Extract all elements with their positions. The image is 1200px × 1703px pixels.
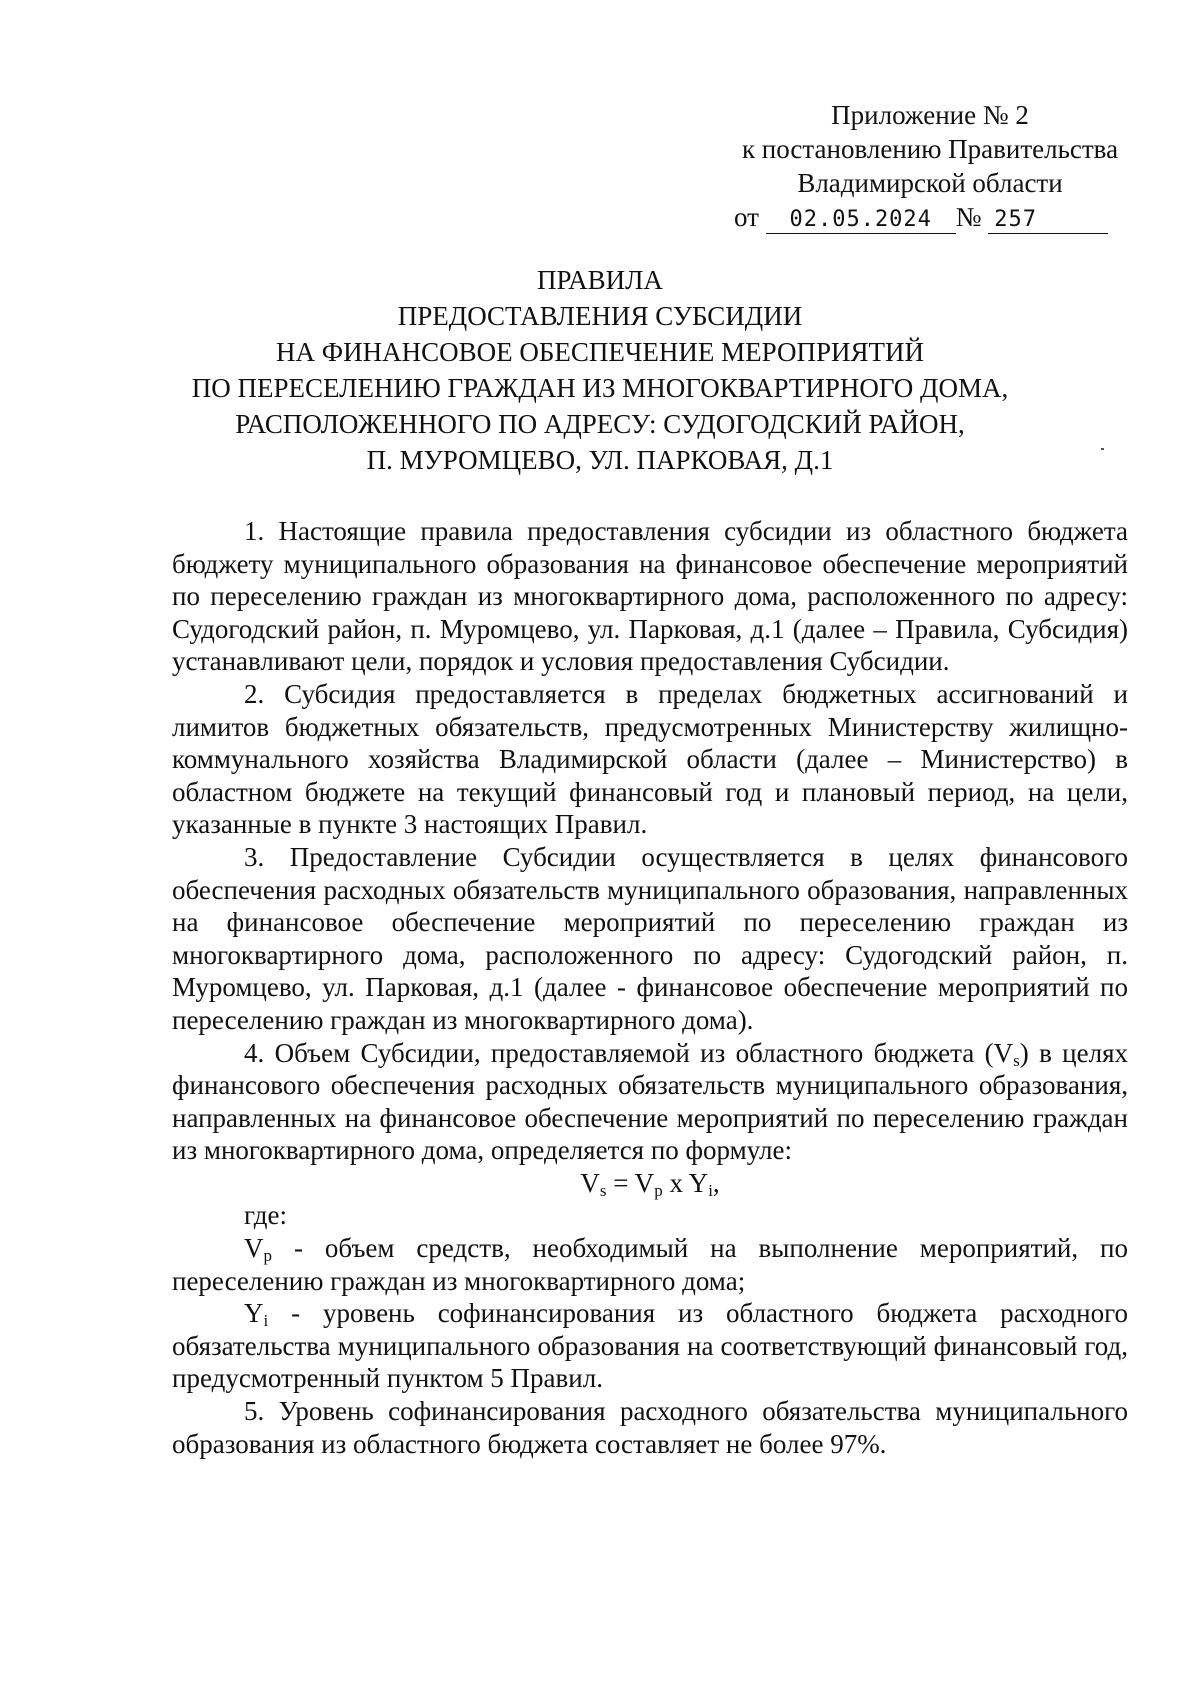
- title-line-5: РАСПОЛОЖЕННОГО ПО АДРЕСУ: СУДОГОДСКИЙ РАЙОН,: [235, 409, 965, 439]
- paragraph-4-start: 4. Объем Субсидии, предоставляемой из областного бюджета (V: [244, 1037, 1014, 1068]
- document-body: [172, 515, 1128, 1460]
- title-line-4: ПО ПЕРЕСЕЛЕНИЮ ГРАЖДАН ИЗ МНОГОКВАРТИРНОГО ДОМА,: [191, 373, 1009, 403]
- appendix-number: Приложение № 2: [831, 100, 1029, 130]
- formula-x: x Y: [662, 1167, 709, 1198]
- from-label: от: [734, 202, 759, 232]
- resolution-date: 02.05.2024: [766, 207, 956, 234]
- formula: [172, 1167, 1128, 1200]
- formula-eq: = V: [606, 1167, 655, 1198]
- number-label: №: [955, 202, 982, 232]
- appendix-resolution-ref: к постановлению Правительства: [741, 134, 1119, 164]
- document-title: [100, 262, 1100, 478]
- vp-symbol: V: [244, 1233, 264, 1264]
- resolution-number: 257: [988, 207, 1108, 234]
- paragraph-5: 5. Уровень софинансирования расходного обязательства муниципального образования из областного бюджета составляет не более 97%.: [172, 1396, 1128, 1459]
- yi-subscript: i: [263, 1311, 269, 1331]
- definition-yi: [172, 1297, 1128, 1395]
- formula-sub-s: s: [599, 1180, 607, 1200]
- paragraph-4-end: ) в целях финансового обеспечения расходных обязательств муниципального образования, направленных на финансовое обеспечение мероприятий по переселению граждан из многоквартирного дома, определяется по формуле:: [172, 1037, 1128, 1166]
- appendix-date-line: [734, 200, 1125, 234]
- yi-text: - уровень софинансирования из областного бюджета расходного обязательства муниципального образования на соответствующий финансовый год, предусмотренный пунктом 5 Правил.: [172, 1298, 1128, 1394]
- formula-sub-i: i: [708, 1180, 713, 1200]
- paragraph-4: [172, 1037, 1128, 1167]
- paragraph-4-subscript: s: [1013, 1050, 1020, 1070]
- title-line-6: П. МУРОМЦЕВО, УЛ. ПАРКОВАЯ, Д.1: [366, 445, 834, 475]
- appendix-region: Владимирской области: [797, 168, 1063, 198]
- yi-symbol: Y: [244, 1298, 264, 1329]
- where-label: где:: [244, 1200, 287, 1231]
- appendix-header: [735, 98, 1125, 234]
- title-line-2: ПРЕДОСТАВЛЕНИЯ СУБСИДИИ: [397, 301, 803, 331]
- formula-v: V: [580, 1167, 600, 1198]
- formula-end: ,: [712, 1167, 720, 1198]
- paragraph-1: 1. Настоящие правила предоставления субсидии из областного бюджета бюджету муниципального образования на финансовое обеспечение мероприятий по переселению граждан из многоквартирного дома, расположенного по адресу: Судогодский район, п. Муромцево, ул. Парковая, д.1 (далее – Правила, Субсидия) устанавливают цели, порядок и условия предоставления Субсидии.: [172, 516, 1128, 677]
- scan-speck: [1101, 448, 1104, 450]
- formula-sub-p: p: [654, 1180, 663, 1200]
- paragraph-3: 3. Предоставление Субсидии осуществляется в целях финансового обеспечения расходных обязательств муниципального образования, направленных на финансовое обеспечение мероприятий по переселению граждан из многоквартирного дома, расположенного по адресу: Судогодский район, п. Муромцево, ул. Парковая, д.1 (далее - финансовое обеспечение мероприятий по переселению граждан из многоквартирного дома).: [172, 841, 1128, 1035]
- definition-vp: [172, 1232, 1128, 1297]
- title-line-3: НА ФИНАНСОВОЕ ОБЕСПЕЧЕНИЕ МЕРОПРИЯТИЙ: [276, 337, 924, 367]
- title-line-1: ПРАВИЛА: [537, 265, 663, 295]
- vp-subscript: p: [263, 1246, 272, 1266]
- vp-text: - объем средств, необходимый на выполнение мероприятий, по переселению граждан из многоквартирного дома;: [172, 1233, 1128, 1296]
- paragraph-2: 2. Субсидия предоставляется в пределах бюджетных ассигнований и лимитов бюджетных обязательств, предусмотренных Министерству жилищно-коммунального хозяйства Владимирской области (далее – Министерство) в областном бюджете на текущий финансовый год и плановый период, на цели, указанные в пункте 3 настоящих Правил.: [172, 678, 1128, 840]
